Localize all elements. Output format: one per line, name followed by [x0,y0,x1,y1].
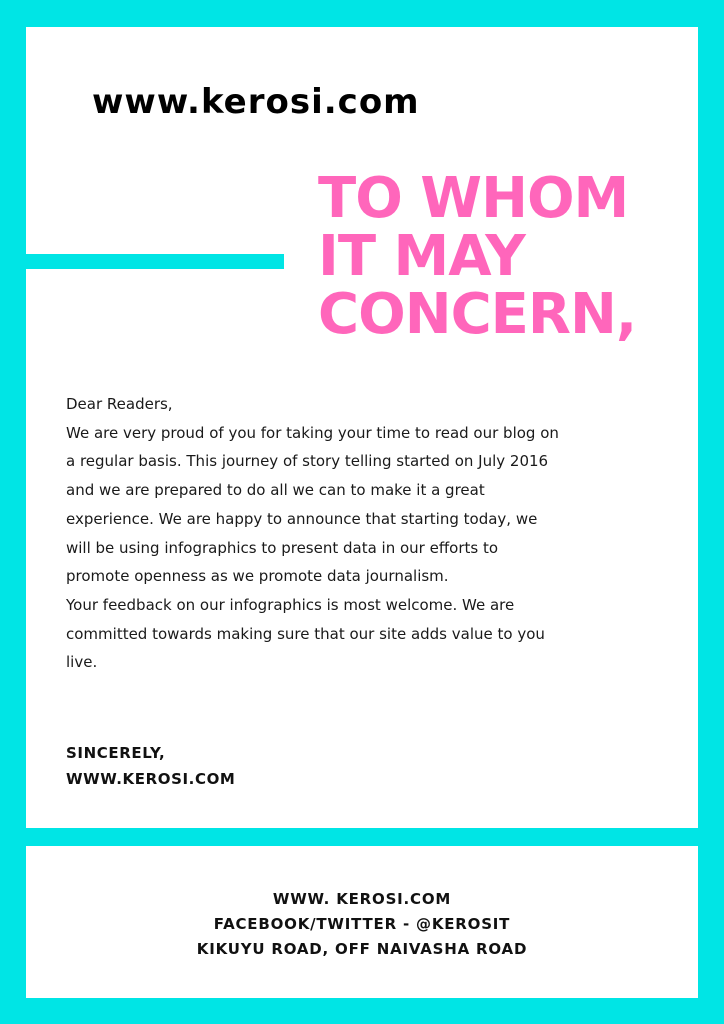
letter-paragraph: Your feedback on our infographics is most welcome. We are committed towards making sure that our site adds value to you live. [66,595,545,672]
footer-contact [26,887,698,962]
letter-greeting: Dear Readers, [66,395,173,413]
footer-address: KIKUYU ROAD, OFF NAIVASHA ROAD [196,940,528,958]
accent-bar [0,254,284,269]
letter-paragraph: We are very proud of you for taking your time to read our blog on a regular basis. This journey of story telling started on July 2016 and we are prepared to do all we can to make it a great experience. We are happy to announce that starting today, we will be using infographics to present data in our efforts to promote openness as we promote data journalism. [66,423,559,586]
headline-line: CONCERN, [318,282,637,347]
headline [318,166,637,347]
footer-website[interactable]: WWW. KEROSI.COM [272,890,452,908]
headline-line: IT MAY [318,224,525,289]
signoff-closing: SINCERELY, [66,744,166,762]
headline-line: TO WHOM [318,166,629,231]
letter-body [66,390,566,677]
site-url[interactable]: www.kerosi.com [92,82,420,122]
signoff-signature: WWW.KEROSI.COM [66,770,236,788]
footer-social: FACEBOOK/TWITTER - @KEROSIT [213,915,511,933]
signoff [66,740,235,792]
